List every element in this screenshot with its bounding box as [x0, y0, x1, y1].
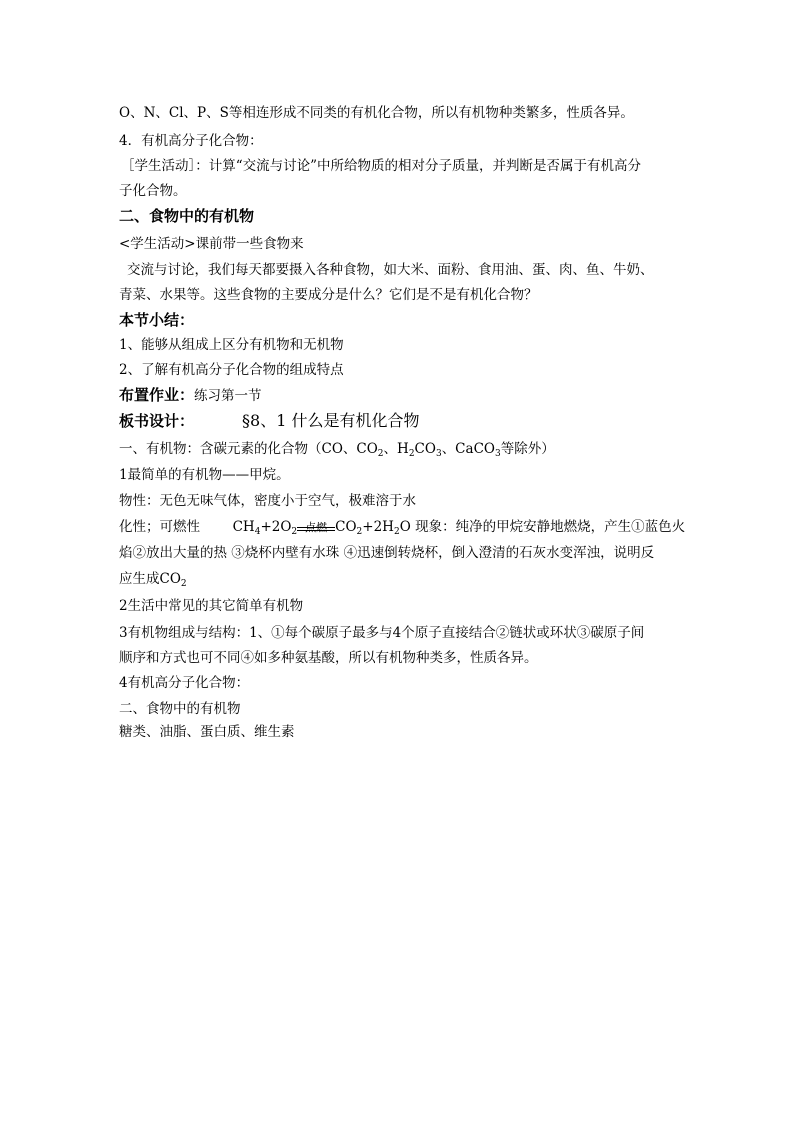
summary-item-2: 2、了解有机高分子化合物的组成特点 [119, 362, 344, 378]
board-polymer: 4有机高分子化合物： [119, 675, 250, 691]
definition-text: 一、有机物：含碳元素的化合物（CO、CO [119, 441, 378, 457]
section2-heading: 二、食物中的有机物 [119, 207, 255, 225]
board-physical: 物性：无色无味气体，密度小于空气，极难溶于水 [119, 493, 416, 509]
board-title: §8、1 什么是有机化合物 [242, 411, 420, 430]
formula: +2O [260, 519, 292, 535]
phenomenon-text: 现象：纯净的甲烷安静地燃烧，产生①蓝色火 [415, 519, 686, 535]
structure-line-2: 顺序和方式也可不同④如多种氨基酸，所以有机物种类多，性质各异。 [119, 650, 538, 666]
formula: CO [335, 519, 357, 535]
subscript: 3 [435, 449, 442, 459]
board-header [119, 412, 419, 431]
board-definition [119, 440, 555, 458]
homework-label: 布置作业： [119, 386, 195, 404]
formula: O [399, 519, 411, 535]
phenomenon-line-2: 焰②放出大量的热 ③烧杯内壁有水珠 ④迅速倒转烧杯，倒入澄清的石灰水变浑浊，说明反 [119, 545, 655, 561]
definition-text: 、H [383, 441, 409, 457]
homework-line [119, 386, 262, 405]
subscript: 3 [494, 449, 501, 459]
structure-line-1: 3有机物组成与结构：1、①每个碳原子最多与4个原子直接结合②链状或环状③碳原子间 [119, 625, 645, 641]
formula: +2H [362, 519, 394, 535]
definition-text: 、CaCO [441, 441, 495, 457]
subscript: 2 [356, 527, 363, 537]
activity-line-2: 子化合物。 [119, 183, 187, 199]
reaction-condition: 点燃 [297, 519, 335, 537]
phenomenon-line-3 [119, 570, 187, 588]
phenomenon-text: 应生成CO [119, 571, 181, 587]
board-methane: 1最简单的有机物——甲烷。 [119, 467, 290, 483]
definition-text: CO [414, 441, 436, 457]
summary-item-1: 1、能够从组成上区分有机物和无机物 [119, 337, 344, 353]
combustion-equation [233, 518, 411, 537]
board-food-list: 糖类、油脂、蛋白质、维生素 [119, 724, 295, 740]
subscript: 2 [180, 579, 187, 589]
subscript: 4 [254, 527, 261, 537]
summary-heading: 本节小结： [119, 311, 195, 329]
chemical-label: 化性；可燃性 [119, 519, 200, 535]
homework-text: 练习第一节 [194, 388, 262, 404]
definition-text: 等除外） [500, 441, 555, 457]
formula: CH [232, 519, 255, 535]
discuss-line-1: 交流与讨论，我们每天都要摄入各种食物，如大米、面粉、食用油、蛋、肉、鱼、牛奶、 [127, 262, 654, 278]
activity-line-1: ［学生活动］：计算“交流与讨论”中所给物质的相对分子质量，并判断是否属于有机高分 [121, 158, 642, 174]
board-label: 板书设计： [119, 412, 195, 430]
board-chemical [119, 518, 685, 537]
subscript: 2 [291, 527, 298, 537]
subscript: 2 [393, 527, 400, 537]
section2-activity: <学生活动>课前带一些食物来 [119, 236, 304, 252]
board-other: 2生活中常见的其它简单有机物 [119, 598, 304, 614]
discuss-line-2: 青菜、水果等。这些食物的主要成分是什么？它们是不是有机化合物？ [119, 287, 538, 303]
intro-line-1: O、N、Cl、P、S等相连形成不同类的有机化合物，所以有机物种类繁多，性质各异。 [119, 105, 634, 121]
board-food-heading: 二、食物中的有机物 [119, 701, 241, 717]
subscript: 2 [377, 449, 384, 459]
intro-line-2: 4．有机高分子化合物： [119, 133, 263, 149]
subscript: 2 [408, 449, 415, 459]
